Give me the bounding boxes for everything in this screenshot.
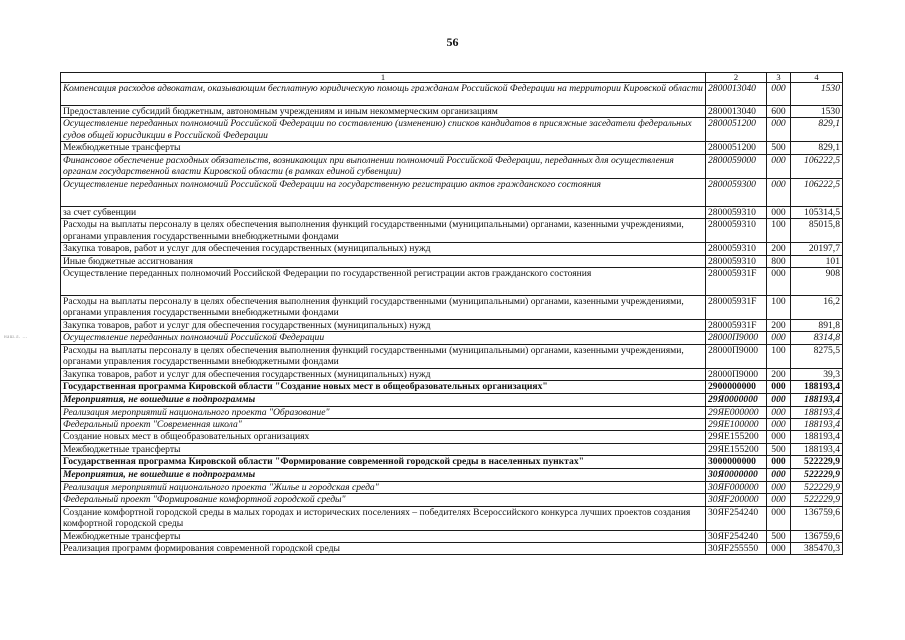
row-amount-cell: 188193,4	[791, 443, 843, 455]
row-name-cell: Межбюджетные трансферты	[61, 443, 706, 455]
row-amount-cell: 908	[791, 268, 843, 296]
row-type-cell: 800	[767, 255, 791, 267]
row-amount-cell: 188193,4	[791, 431, 843, 443]
table-row	[61, 542, 843, 554]
margin-mark: наш.л. ...	[4, 335, 28, 340]
row-amount-cell: 188193,4	[791, 394, 843, 406]
row-name-cell: Мероприятия, не вошедшие в подпрограммы	[61, 394, 706, 406]
row-type-cell: 000	[767, 332, 791, 344]
row-amount-cell: 891,8	[791, 320, 843, 332]
row-amount-cell: 136759,6	[791, 530, 843, 542]
row-amount-cell: 522229,9	[791, 494, 843, 506]
row-amount-cell: 1530	[791, 83, 843, 106]
row-name-cell: Федеральный проект "Формирование комфортной городской среды"	[61, 494, 706, 506]
row-name-cell: Расходы на выплаты персоналу в целях обеспечения выполнения функций государственными (муниципальными) органами, казенными учреждениями, органами управления государственными внебюджетными фондами	[61, 219, 706, 243]
header-col-1: 1	[61, 73, 706, 83]
row-code-cell: 2900000000	[706, 381, 767, 394]
row-amount-cell: 105314,5	[791, 206, 843, 218]
table-row	[61, 530, 843, 542]
table-row	[61, 469, 843, 481]
row-code-cell: 30Я0000000	[706, 469, 767, 481]
row-type-cell: 000	[767, 268, 791, 296]
table-row	[61, 142, 843, 154]
row-type-cell: 000	[767, 154, 791, 178]
row-code-cell: 3000000000	[706, 456, 767, 469]
table-row	[61, 332, 843, 344]
row-name-cell: Мероприятия, не вошедшие в подпрограммы	[61, 469, 706, 481]
row-code-cell: 30ЯF255550	[706, 542, 767, 554]
row-code-cell: 30ЯF254240	[706, 530, 767, 542]
row-code-cell: 28000П9000	[706, 344, 767, 368]
page-number: 56	[446, 35, 459, 49]
row-amount-cell: 188193,4	[791, 381, 843, 394]
row-name-cell: Создание новых мест в общеобразовательных организациях	[61, 431, 706, 443]
row-type-cell: 500	[767, 530, 791, 542]
row-type-cell: 200	[767, 368, 791, 380]
table-row	[61, 494, 843, 506]
row-code-cell: 2800059310	[706, 206, 767, 218]
row-name-cell: Межбюджетные трансферты	[61, 530, 706, 542]
row-name-cell: Предоставление субсидий бюджетным, автономным учреждениям и иным некоммерческим организациям	[61, 106, 706, 118]
row-name-cell: Реализация программ формирования современной городской среды	[61, 542, 706, 554]
row-type-cell: 500	[767, 443, 791, 455]
table-row	[61, 118, 843, 142]
row-name-cell: Финансовое обеспечение расходных обязательств, возникающих при выполнении полномочий Российской Федерации, переданных для осуществления органам государственной власти Кировской области (в рамках единой субвенции)	[61, 154, 706, 178]
row-amount-cell: 16,2	[791, 296, 843, 320]
row-name-cell: Осуществление переданных полномочий Российской Федерации по государственной регистрации актов гражданского состояния	[61, 268, 706, 296]
row-amount-cell: 136759,6	[791, 506, 843, 530]
row-type-cell: 000	[767, 419, 791, 431]
row-type-cell: 100	[767, 296, 791, 320]
table-row	[61, 456, 843, 469]
header-col-3: 3	[767, 73, 791, 83]
row-code-cell: 30ЯF000000	[706, 481, 767, 493]
row-code-cell: 30ЯF254240	[706, 506, 767, 530]
row-amount-cell: 8314,8	[791, 332, 843, 344]
row-amount-cell: 106222,5	[791, 154, 843, 178]
row-code-cell: 2800059310	[706, 255, 767, 267]
row-amount-cell: 1530	[791, 106, 843, 118]
row-name-cell: Компенсация расходов адвокатам, оказывающим бесплатную юридическую помощь гражданам Российской Федерации на территории Кировской области	[61, 83, 706, 106]
table-header-row	[61, 73, 843, 83]
table-row	[61, 320, 843, 332]
row-code-cell: 2800059000	[706, 154, 767, 178]
row-type-cell: 000	[767, 118, 791, 142]
table-row	[61, 268, 843, 296]
row-code-cell: 2800059300	[706, 178, 767, 206]
row-code-cell: 29ЯЕ155200	[706, 431, 767, 443]
row-code-cell: 2800051200	[706, 118, 767, 142]
table-row	[61, 219, 843, 243]
row-name-cell: Осуществление переданных полномочий Российской Федерации	[61, 332, 706, 344]
table-row	[61, 255, 843, 267]
table-row	[61, 178, 843, 206]
table-row	[61, 368, 843, 380]
header-col-2: 2	[706, 73, 767, 83]
row-name-cell: Осуществление переданных полномочий Российской Федерации на государственную регистрацию актов гражданского состояния	[61, 178, 706, 206]
row-name-cell: Реализация мероприятий национального проекта "Образование"	[61, 406, 706, 418]
row-type-cell: 100	[767, 219, 791, 243]
row-name-cell: Межбюджетные трансферты	[61, 142, 706, 154]
row-name-cell: Закупка товаров, работ и услуг для обеспечения государственных (муниципальных) нужд	[61, 243, 706, 255]
row-type-cell: 000	[767, 431, 791, 443]
row-type-cell: 000	[767, 469, 791, 481]
row-name-cell: Федеральный проект "Современная школа"	[61, 419, 706, 431]
row-type-cell: 100	[767, 344, 791, 368]
row-name-cell: Расходы на выплаты персоналу в целях обеспечения выполнения функций государственными (муниципальными) органами, казенными учреждениями, органами управления государственными внебюджетными фондами	[61, 344, 706, 368]
row-code-cell: 2800013040	[706, 83, 767, 106]
row-type-cell: 000	[767, 542, 791, 554]
row-amount-cell: 522229,9	[791, 469, 843, 481]
table-row	[61, 394, 843, 406]
row-name-cell: Закупка товаров, работ и услуг для обеспечения государственных (муниципальных) нужд	[61, 368, 706, 380]
row-amount-cell: 522229,9	[791, 456, 843, 469]
table-row	[61, 406, 843, 418]
row-code-cell: 28000П9000	[706, 332, 767, 344]
table-row	[61, 481, 843, 493]
row-code-cell: 2800051200	[706, 142, 767, 154]
table-row	[61, 506, 843, 530]
row-amount-cell: 385470,3	[791, 542, 843, 554]
row-name-cell: Расходы на выплаты персоналу в целях обеспечения выполнения функций государственными (муниципальными) органами, казенными учреждениями, органами управления государственными внебюджетными фондами	[61, 296, 706, 320]
row-code-cell: 2800059310	[706, 243, 767, 255]
row-amount-cell: 39,3	[791, 368, 843, 380]
row-amount-cell: 522229,9	[791, 481, 843, 493]
row-type-cell: 000	[767, 456, 791, 469]
row-code-cell: 2800013040	[706, 106, 767, 118]
table-row	[61, 243, 843, 255]
row-code-cell: 280005931F	[706, 296, 767, 320]
row-name-cell: Создание комфортной городской среды в малых городах и исторических поселениях – победителях Всероссийского конкурса лучших проектов создания комфортной городской среды	[61, 506, 706, 530]
table-row	[61, 344, 843, 368]
row-name-cell: Осуществление переданных полномочий Российской Федерации по составлению (изменению) списков кандидатов в присяжные заседатели федеральных судов общей юрисдикции в Российской Федерации	[61, 118, 706, 142]
row-name-cell: за счет субвенции	[61, 206, 706, 218]
row-code-cell: 280005931F	[706, 268, 767, 296]
budget-table	[60, 72, 843, 555]
row-code-cell: 30ЯF200000	[706, 494, 767, 506]
table-row	[61, 83, 843, 106]
row-type-cell: 000	[767, 206, 791, 218]
row-code-cell: 29ЯЕ000000	[706, 406, 767, 418]
table-row	[61, 381, 843, 394]
row-amount-cell: 829,1	[791, 118, 843, 142]
row-code-cell: 29ЯЕ155200	[706, 443, 767, 455]
row-type-cell: 000	[767, 506, 791, 530]
row-type-cell: 000	[767, 178, 791, 206]
row-type-cell: 000	[767, 481, 791, 493]
header-col-4: 4	[791, 73, 843, 83]
table-row	[61, 419, 843, 431]
row-code-cell: 280005931F	[706, 320, 767, 332]
row-code-cell: 28000П9000	[706, 368, 767, 380]
table-row	[61, 154, 843, 178]
row-name-cell: Государственная программа Кировской области "Формирование современной городской среды в населенных пунктах"	[61, 456, 706, 469]
table-row	[61, 206, 843, 218]
row-amount-cell: 8275,5	[791, 344, 843, 368]
row-type-cell: 000	[767, 83, 791, 106]
row-name-cell: Реализация мероприятий национального проекта "Жилье и городская среда"	[61, 481, 706, 493]
row-code-cell: 29ЯЕ100000	[706, 419, 767, 431]
row-amount-cell: 188193,4	[791, 419, 843, 431]
row-amount-cell: 101	[791, 255, 843, 267]
table-row	[61, 296, 843, 320]
row-type-cell: 200	[767, 320, 791, 332]
row-code-cell: 29Я0000000	[706, 394, 767, 406]
row-type-cell: 000	[767, 394, 791, 406]
row-type-cell: 500	[767, 142, 791, 154]
row-type-cell: 000	[767, 494, 791, 506]
table-row	[61, 443, 843, 455]
row-name-cell: Иные бюджетные ассигнования	[61, 255, 706, 267]
row-type-cell: 000	[767, 406, 791, 418]
row-type-cell: 000	[767, 381, 791, 394]
row-name-cell: Государственная программа Кировской области "Создание новых мест в общеобразовательных организациях"	[61, 381, 706, 394]
row-amount-cell: 85015,8	[791, 219, 843, 243]
table-row	[61, 431, 843, 443]
row-amount-cell: 829,1	[791, 142, 843, 154]
budget-table-body	[61, 73, 843, 555]
table-row	[61, 106, 843, 118]
row-code-cell: 2800059310	[706, 219, 767, 243]
row-amount-cell: 20197,7	[791, 243, 843, 255]
row-amount-cell: 106222,5	[791, 178, 843, 206]
row-type-cell: 600	[767, 106, 791, 118]
row-amount-cell: 188193,4	[791, 406, 843, 418]
row-name-cell: Закупка товаров, работ и услуг для обеспечения государственных (муниципальных) нужд	[61, 320, 706, 332]
row-type-cell: 200	[767, 243, 791, 255]
